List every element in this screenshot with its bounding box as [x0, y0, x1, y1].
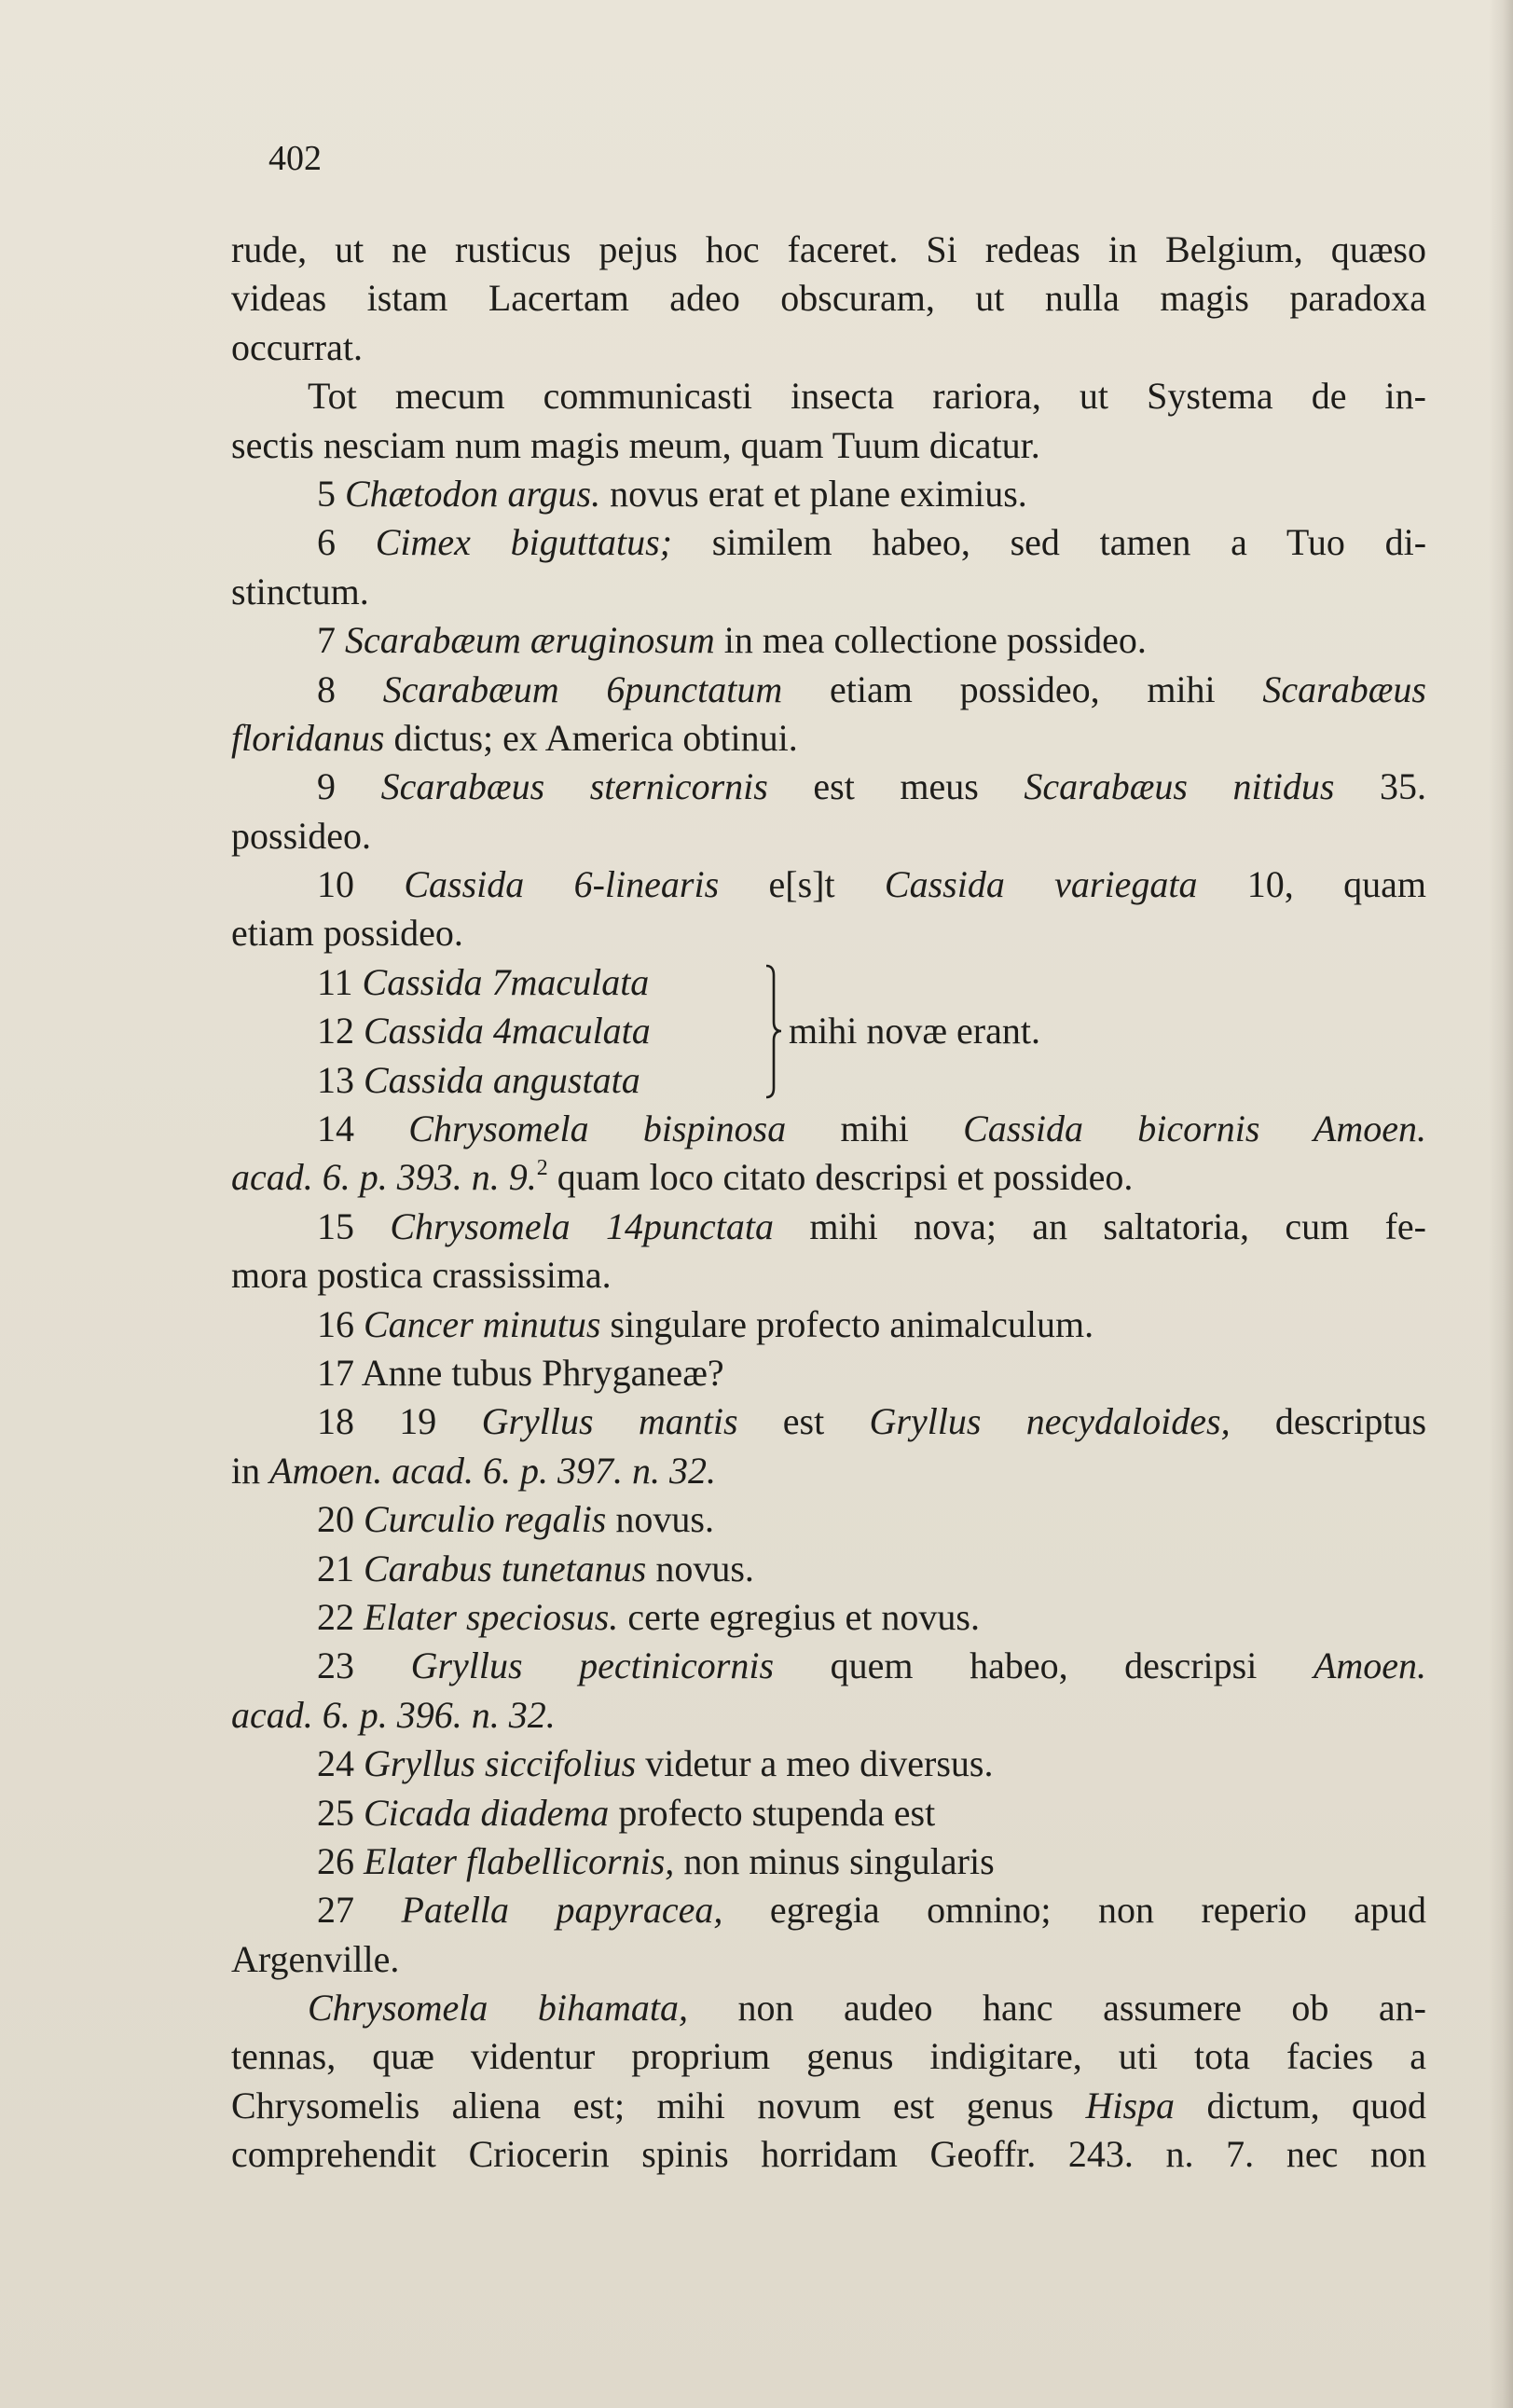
- species-name: Cassida bicornis Amoen.: [963, 1108, 1427, 1150]
- entry-number: 26: [317, 1839, 354, 1882]
- entry-23: [231, 1642, 1426, 1690]
- entry-10: [231, 860, 1426, 909]
- entry-15: [231, 1203, 1426, 1251]
- species-name: Cassida variegata: [884, 863, 1198, 906]
- species-name: Chrysomela bihamata,: [308, 1987, 688, 2030]
- entry-text: in: [231, 1449, 270, 1492]
- citation: Amoen.: [1313, 1644, 1427, 1687]
- species-name: Cancer minutus: [364, 1302, 601, 1345]
- entry-18-19-cont: [231, 1447, 1426, 1495]
- species-name: Chætodon argus.: [345, 472, 601, 515]
- text-line: sectis nesciam num magis meum, quam Tuum dicatur.: [231, 423, 1040, 466]
- entry-16: [231, 1300, 1426, 1349]
- entry-23-cont: [231, 1691, 1426, 1740]
- text-line: Tot mecum communicasti insecta rariora, ut Systema de in-: [308, 375, 1426, 418]
- page-number: 402: [268, 139, 322, 178]
- closing-line: tennas, quæ videntur proprium genus indigitare, uti tota facies a: [231, 2035, 1426, 2078]
- footnote-marker: 2: [536, 1156, 548, 1181]
- entry-number: 14: [317, 1108, 354, 1150]
- entry-number: 25: [317, 1791, 354, 1834]
- citation: Amoen. acad. 6. p. 397. n. 32.: [269, 1449, 716, 1492]
- entry-10-cont: etiam possideo.: [231, 912, 463, 955]
- citation: acad. 6. p. 396. n. 32.: [231, 1693, 556, 1736]
- entry-number: 23: [317, 1644, 354, 1687]
- entry-number: 9: [317, 765, 336, 808]
- entry-text: quam loco citato descripsi et possideo.: [547, 1156, 1134, 1199]
- species-name: floridanus: [231, 716, 385, 759]
- entry-number: 16: [317, 1302, 354, 1345]
- species-name: Cassida 7maculata: [362, 960, 650, 1003]
- closing-line: [231, 1984, 1426, 2032]
- brace-note: mihi novæ erant.: [789, 1010, 1040, 1053]
- entry-text: est: [737, 1400, 870, 1443]
- species-name: Patella papyracea,: [401, 1889, 723, 1932]
- entry-6: [231, 518, 1426, 567]
- entry-13: [317, 1056, 640, 1105]
- entry-27: [231, 1886, 1426, 1934]
- entry-8-cont: [231, 714, 1426, 763]
- species-name: Elater flabellicornis,: [364, 1839, 675, 1882]
- species-name: Curculio regalis: [364, 1498, 607, 1541]
- species-name: Chrysomela 14punctata: [390, 1204, 775, 1247]
- entry-text: quem habeo, descripsi: [774, 1644, 1314, 1687]
- entry-number: 13: [317, 1058, 354, 1101]
- entry-text: Chrysomelis aliena est; mihi novum est genus: [231, 2084, 1086, 2126]
- entry-number: 22: [317, 1595, 354, 1638]
- entry-22: [231, 1593, 1426, 1642]
- entry-5: [231, 470, 1426, 518]
- entry-text: in mea collectione possideo.: [714, 619, 1147, 662]
- entry-14: [231, 1105, 1426, 1153]
- citation: acad. 6. p. 393. n. 9.: [231, 1156, 537, 1199]
- entry-text: videtur a meo diversus.: [636, 1742, 994, 1785]
- entry-27-cont: Argenville.: [231, 1937, 400, 1980]
- entry-number: 17: [317, 1352, 354, 1394]
- entry-21: [231, 1545, 1426, 1593]
- body-text: [231, 226, 1426, 2180]
- entry-number: 24: [317, 1742, 354, 1785]
- entry-7: [231, 616, 1426, 665]
- entry-text: dictus; ex America obtinui.: [384, 716, 798, 759]
- entry-15-cont: mora postica crassissima.: [231, 1254, 612, 1297]
- entry-text: 10, quam: [1197, 863, 1427, 906]
- species-name: Cicada diadema: [364, 1791, 610, 1834]
- entry-17: [231, 1349, 1426, 1397]
- entry-26: [231, 1837, 1426, 1886]
- entry-text: est meus: [767, 765, 1025, 808]
- entry-text: certe egregius et novus.: [618, 1595, 980, 1638]
- entry-text: profecto stupenda est: [609, 1791, 936, 1834]
- species-name: Cassida 6-linearis: [404, 863, 720, 906]
- closing-line: comprehendit Criocerin spinis horridam Geoffr. 243. n. 7. nec non: [231, 2133, 1426, 2176]
- entry-text: similem habeo, sed tamen a Tuo di-: [672, 521, 1427, 564]
- species-name: Gryllus mantis: [481, 1400, 738, 1443]
- entry-text: e[s]t: [719, 863, 885, 906]
- entry-number: 15: [317, 1204, 354, 1247]
- entry-number: 7: [317, 619, 336, 662]
- entry-text: descriptus: [1230, 1400, 1427, 1443]
- entry-number: 21: [317, 1547, 354, 1589]
- entry-14-cont: [231, 1153, 1426, 1202]
- entry-18-19: [231, 1397, 1426, 1446]
- species-name: Scarabæus: [1262, 667, 1426, 710]
- entry-text: Anne tubus Phryganeæ?: [354, 1352, 724, 1394]
- entry-9: [231, 763, 1426, 811]
- species-name: Scarabæus nitidus: [1024, 765, 1335, 808]
- entry-text: etiam possideo, mihi: [782, 667, 1263, 710]
- entry-9-cont: possideo.: [231, 814, 371, 857]
- entry-number: 18 19: [317, 1400, 437, 1443]
- page-edge-shadow: [1489, 0, 1513, 2408]
- species-name: Cassida 4maculata: [364, 1010, 651, 1053]
- entry-number: 20: [317, 1498, 354, 1541]
- species-name: Scarabæus sternicornis: [380, 765, 768, 808]
- entry-11: [317, 958, 649, 1007]
- species-name: Gryllus pectinicornis: [410, 1644, 775, 1687]
- entry-text: egregia omnino; non reperio apud: [722, 1889, 1426, 1932]
- entry-text: novus.: [606, 1498, 714, 1541]
- entry-number: 6: [317, 521, 336, 564]
- species-name: Scarabæum æruginosum: [345, 619, 715, 662]
- species-name: Gryllus necydaloides,: [869, 1400, 1231, 1443]
- text-line: rude, ut ne rusticus pejus hoc faceret. Si redeas in Belgium, quæso: [231, 228, 1426, 270]
- entry-number: 27: [317, 1889, 354, 1932]
- curly-brace-icon: [763, 964, 785, 1099]
- entry-text: 35.: [1334, 765, 1427, 808]
- species-name: Elater speciosus.: [364, 1595, 619, 1638]
- species-name: Carabus tunetanus: [364, 1547, 647, 1589]
- species-name: Chrysomela bispinosa: [408, 1108, 787, 1150]
- entry-text: dictum, quod: [1175, 2084, 1427, 2126]
- entry-number: 11: [317, 960, 353, 1003]
- species-name: Scarabæum 6punctatum: [382, 667, 783, 710]
- entry-text: novus.: [646, 1547, 754, 1589]
- entry-text: novus erat et plane eximius.: [600, 472, 1027, 515]
- entry-12: [317, 1007, 651, 1055]
- cassida-group: [231, 958, 1426, 1105]
- species-name: Cassida angustata: [364, 1058, 640, 1101]
- genus-name: Hispa: [1085, 2084, 1176, 2126]
- entry-number: 10: [317, 863, 354, 906]
- entry-text: non audeo hanc assumere ob an-: [687, 1987, 1427, 2030]
- entry-text: non minus singularis: [674, 1839, 995, 1882]
- entry-number: 8: [317, 667, 336, 710]
- entry-text: singulare profecto animalculum.: [600, 1302, 1094, 1345]
- entry-text: mihi: [786, 1108, 964, 1150]
- entry-25: [231, 1789, 1426, 1837]
- text-line: videas istam Lacertam adeo obscuram, ut nulla magis paradoxa: [231, 277, 1426, 320]
- entry-number: 5: [317, 472, 336, 515]
- entry-number: 12: [317, 1010, 354, 1053]
- entry-20: [231, 1495, 1426, 1544]
- closing-line: [231, 2082, 1426, 2130]
- entry-24: [231, 1740, 1426, 1788]
- entry-8: [231, 666, 1426, 714]
- text-line: occurrat.: [231, 325, 364, 368]
- entry-6-cont: stinctum.: [231, 570, 369, 612]
- entry-text: mihi nova; an saltatoria, cum fe-: [774, 1204, 1426, 1247]
- species-name: Cimex biguttatus;: [375, 521, 672, 564]
- species-name: Gryllus siccifolius: [364, 1742, 637, 1785]
